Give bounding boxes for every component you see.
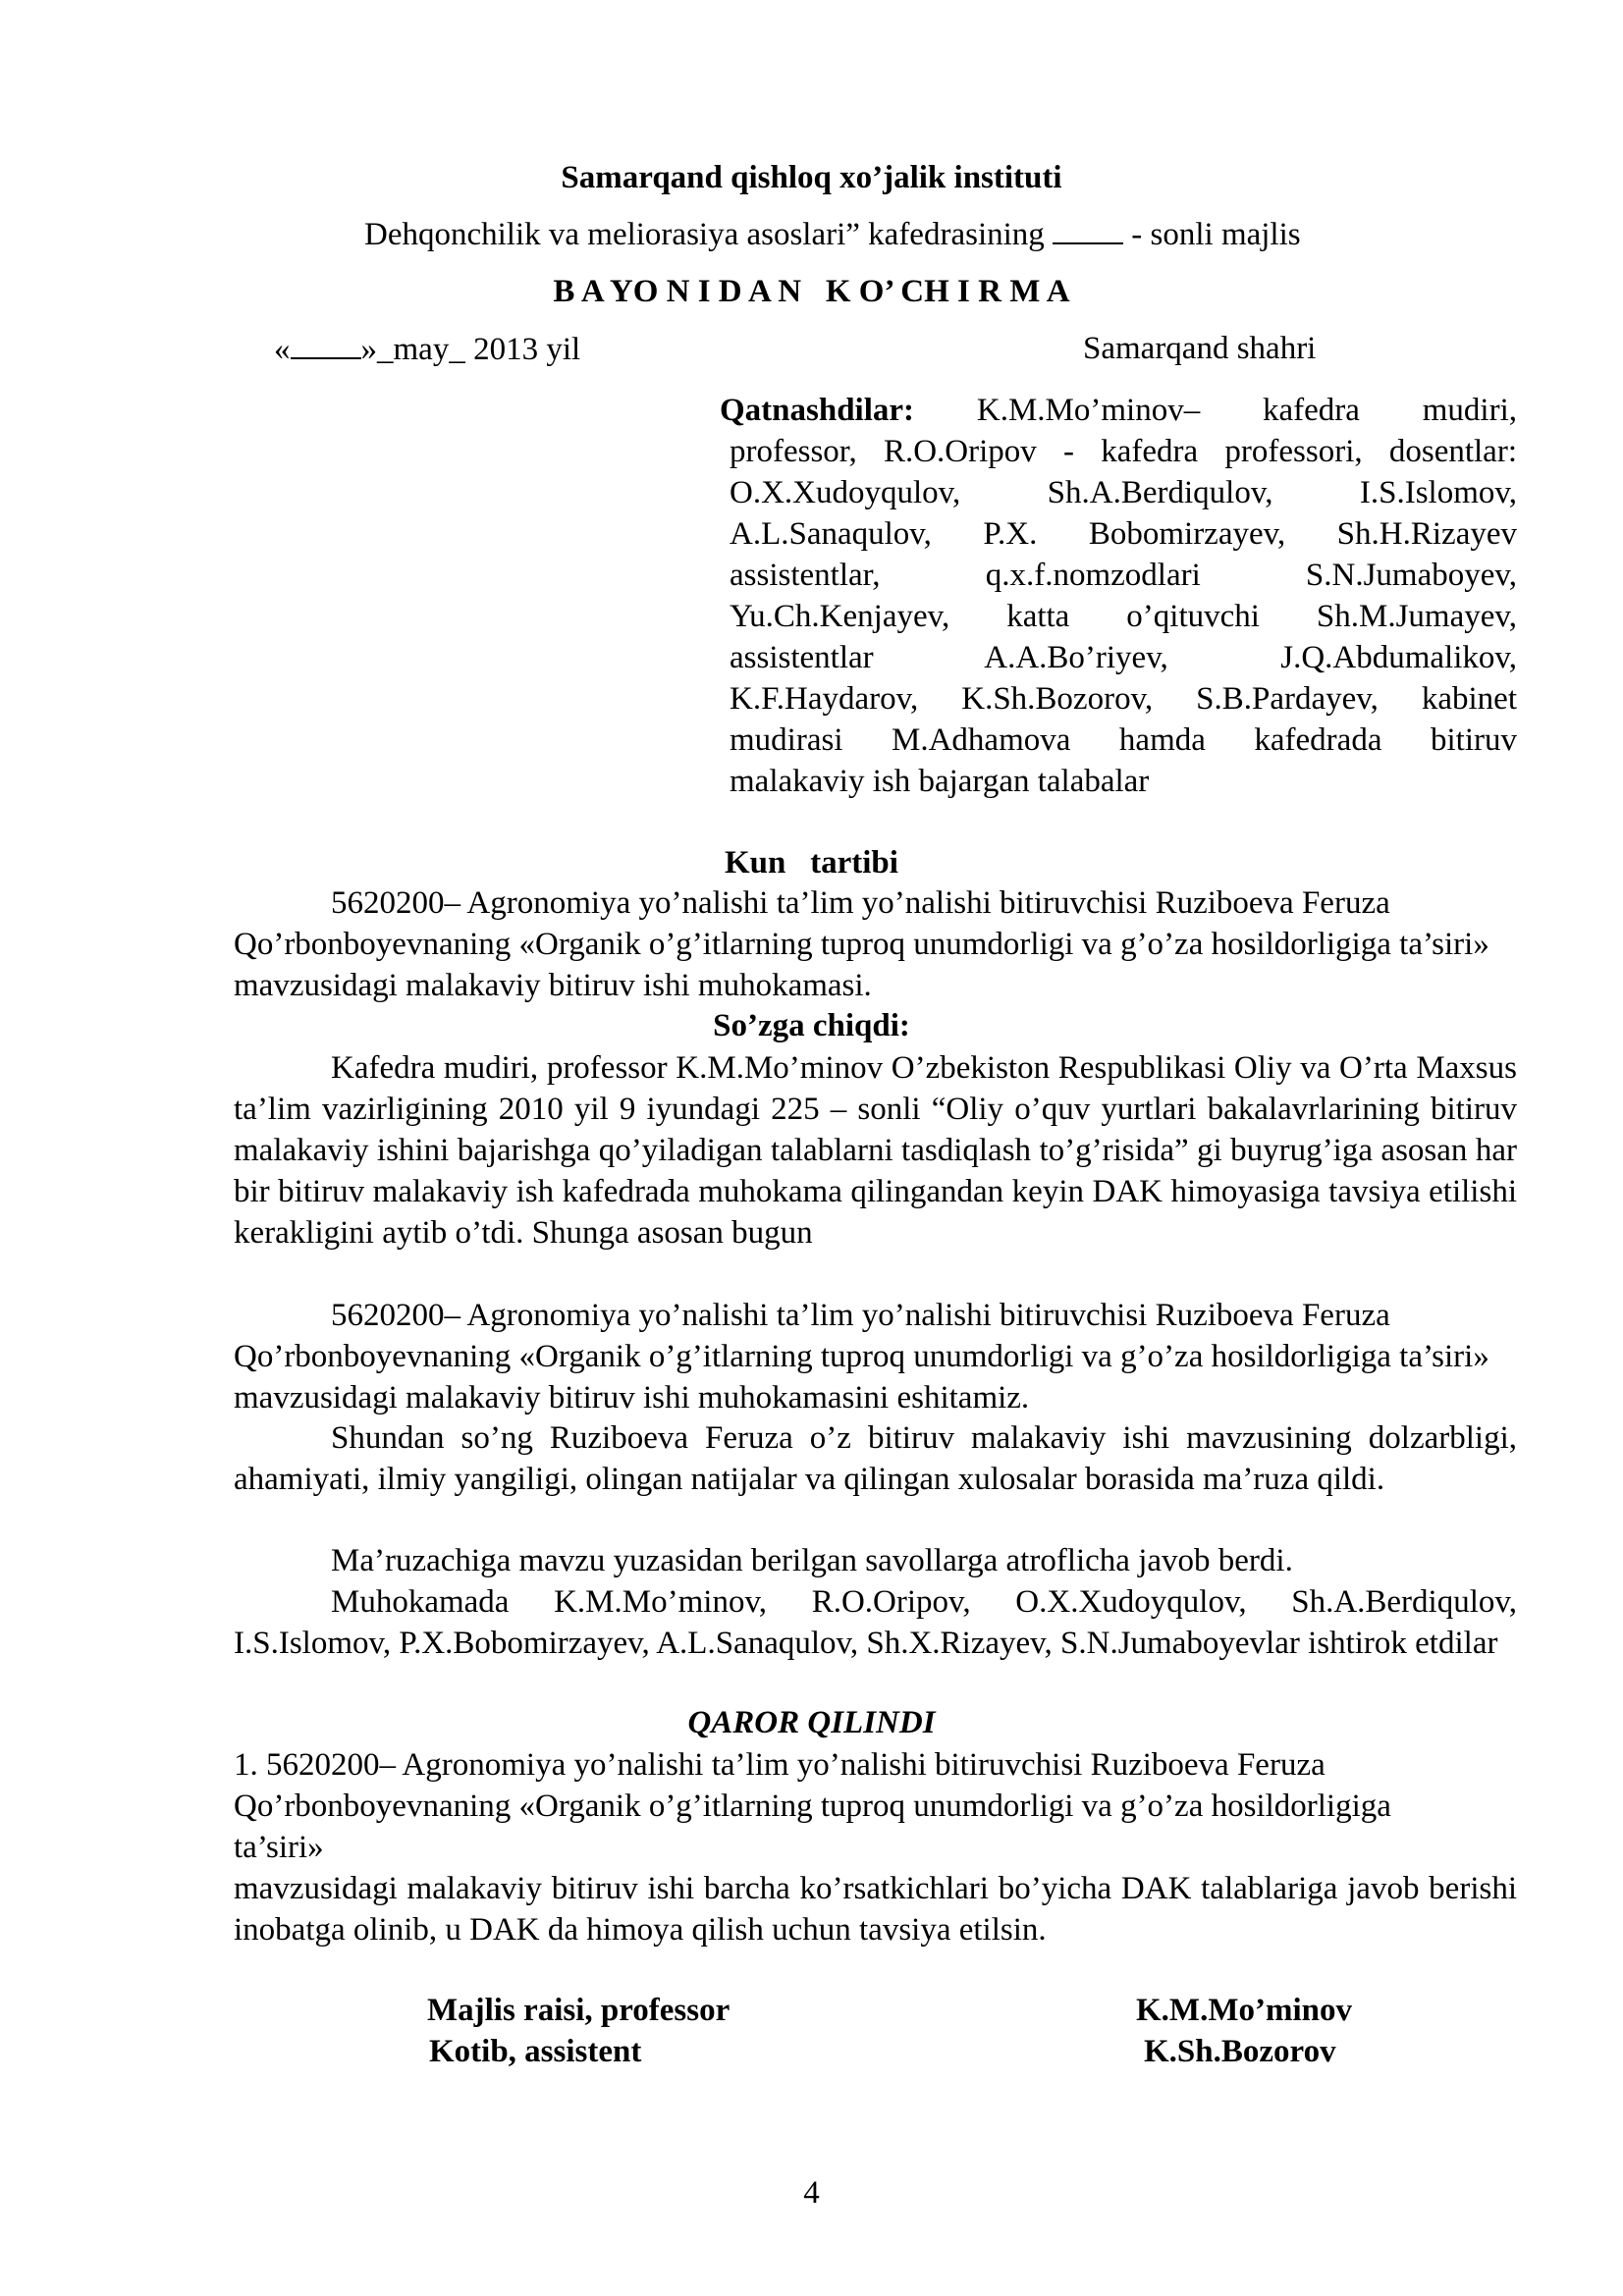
participants-line: professor, R.O.Oripov - kafedra professori, dosentlar: — [730, 434, 1517, 469]
decision-line-1: 1. 5620200– Agronomiya yo’nalishi ta’lim yo’nalishi bitiruvchisi Ruziboeva Feruza — [234, 1747, 1325, 1783]
participants-line: O.X.Xudoyqulov, Sh.A.Berdiqulov, I.S.Islomov, — [730, 475, 1517, 510]
date-open-quote: « — [274, 332, 291, 367]
participants-line: assistentlar A.A.Bo’riyev, J.Q.Abdumalikov, — [730, 640, 1517, 675]
secretary-role: Kotib, assistent — [429, 2034, 642, 2069]
participants-line: A.L.Sanaqulov, P.X. Bobomirzayev, Sh.H.Rizayev — [730, 516, 1517, 552]
participants-line: assistentlar, q.x.f.nomzodlari S.N.Jumaboyev, — [730, 558, 1517, 593]
speech-heading: So’zga chiqdi: — [713, 1008, 910, 1043]
session-number-blank — [1053, 213, 1123, 244]
speech-paragraph-2: 5620200– Agronomiya yo’nalishi ta’lim yo’nalishi bitiruvchisi Ruziboeva Feruza Qo’rbonboyevnaning «Organik o’g’itlarning tuproq unumdorligi va g’o’za hosildorligiga ta’siri» mavzusidagi malakaviy bitiruv ishi muhokamasini eshitamiz. — [234, 1298, 1489, 1415]
institute-title: Samarqand qishloq xo’jalik instituti — [561, 160, 1062, 195]
agenda-text: 5620200– Agronomiya yo’nalishi ta’lim yo’nalishi bitiruvchisi Ruziboeva Feruza Qo’rbonboyevnaning «Organik o’g’itlarning tuproq unumdorligi va g’o’za hosildorligiga ta’siri» mavzusidagi malakaviy bitiruv ishi muhokamasi. — [234, 885, 1489, 1003]
decision-line-3: ta’siri» — [234, 1830, 324, 1865]
place-text: Samarqand shahri — [1083, 331, 1317, 366]
date-line — [274, 328, 580, 370]
speech-paragraph-3: Shundan so’ng Ruziboeva Feruza o’z bitiruv malakaviy ishi mavzusining dolzarbligi, ahamiyati, ilmiy yangiligi, olingan natijalar va qilingan xulosalar borasida ma’ruza qildi. — [234, 1420, 1517, 1497]
speech-paragraph-4: Ma’ruzachiga mavzu yuzasidan berilgan savollarga atroflicha javob berdi. — [331, 1543, 1293, 1578]
participants-line: K.F.Haydarov, K.Sh.Bozorov, S.B.Pardayev, kabinet — [730, 681, 1517, 717]
speech-paragraph-5: Muhokamada K.M.Mo’minov, R.O.Oripov, O.X.Xudoyqulov, Sh.A.Berdiqulov, I.S.Islomov, P.X.Bobomirzayev, A.L.Sanaqulov, Sh.X.Rizayev, S.N.Jumaboyevlar ishtirok etdilar — [234, 1584, 1517, 1661]
day-blank — [291, 328, 361, 359]
department-line — [364, 213, 1301, 255]
speech-paragraph-1: Kafedra mudiri, professor K.M.Mo’minov O’zbekiston Respublikasi Oliy va O’rta Maxsus ta’lim vazirligining 2010 yil 9 iyundagi 225 – sonli “Oliy o’quv yurtlari bakalavrlarining bitiruv malakaviy ishini bajarishga qo’yiladigan talablarni tasdiqlash to’g’risida” gi buyrug’iga asosan har bir bitiruv malakaviy ish kafedrada muhokama qilingandan keyin DAK himoyasiga tavsiya etilishi kerakligini aytib o’tdi. Shunga asosan bugun — [234, 1050, 1517, 1251]
decision-text: mavzusidagi malakaviy bitiruv ishi barcha ko’rsatkichlari bo’yicha DAK talablariga javob berishi inobatga olinib, u DAK da himoya qilish uchun tavsiya etilsin. — [234, 1871, 1517, 1948]
document-title: B A YO N I D A N K O’ CH I R M A — [553, 274, 1070, 309]
chair-role: Majlis raisi, professor — [427, 1993, 730, 2028]
secretary-name: K.Sh.Bozorov — [1144, 2034, 1336, 2069]
chair-name: K.M.Mo’minov — [1136, 1993, 1352, 2028]
participants-line: malakaviy ish bajargan talabalar — [730, 764, 1150, 799]
decision-line-2: Qo’rbonboyevnaning «Organik o’g’itlarning tuproq unumdorligi va g’o’za hosildorligiga — [234, 1789, 1391, 1824]
participants-line: Yu.Ch.Kenjayev, katta o’qituvchi Sh.M.Jumayev, — [730, 599, 1517, 634]
participants-line: K.M.Mo’minov– kafedra mudiri, — [976, 393, 1517, 428]
agenda-heading: Kun tartibi — [725, 845, 898, 881]
participants-first-line — [720, 390, 1517, 431]
session-suffix: - sonli majlis — [1131, 217, 1301, 252]
participants-label: Qatnashdilar: — [720, 393, 915, 428]
page-number: 4 — [803, 2175, 820, 2211]
decision-heading: QAROR QILINDI — [687, 1705, 936, 1740]
participants-block — [720, 390, 1517, 802]
date-text: »_may_ 2013 yil — [360, 332, 581, 367]
department-text: Dehqonchilik va meliorasiya asoslari” kafedrasining — [364, 217, 1045, 252]
participants-line: mudirasi M.Adhamova hamda kafedrada bitiruv — [730, 722, 1517, 758]
